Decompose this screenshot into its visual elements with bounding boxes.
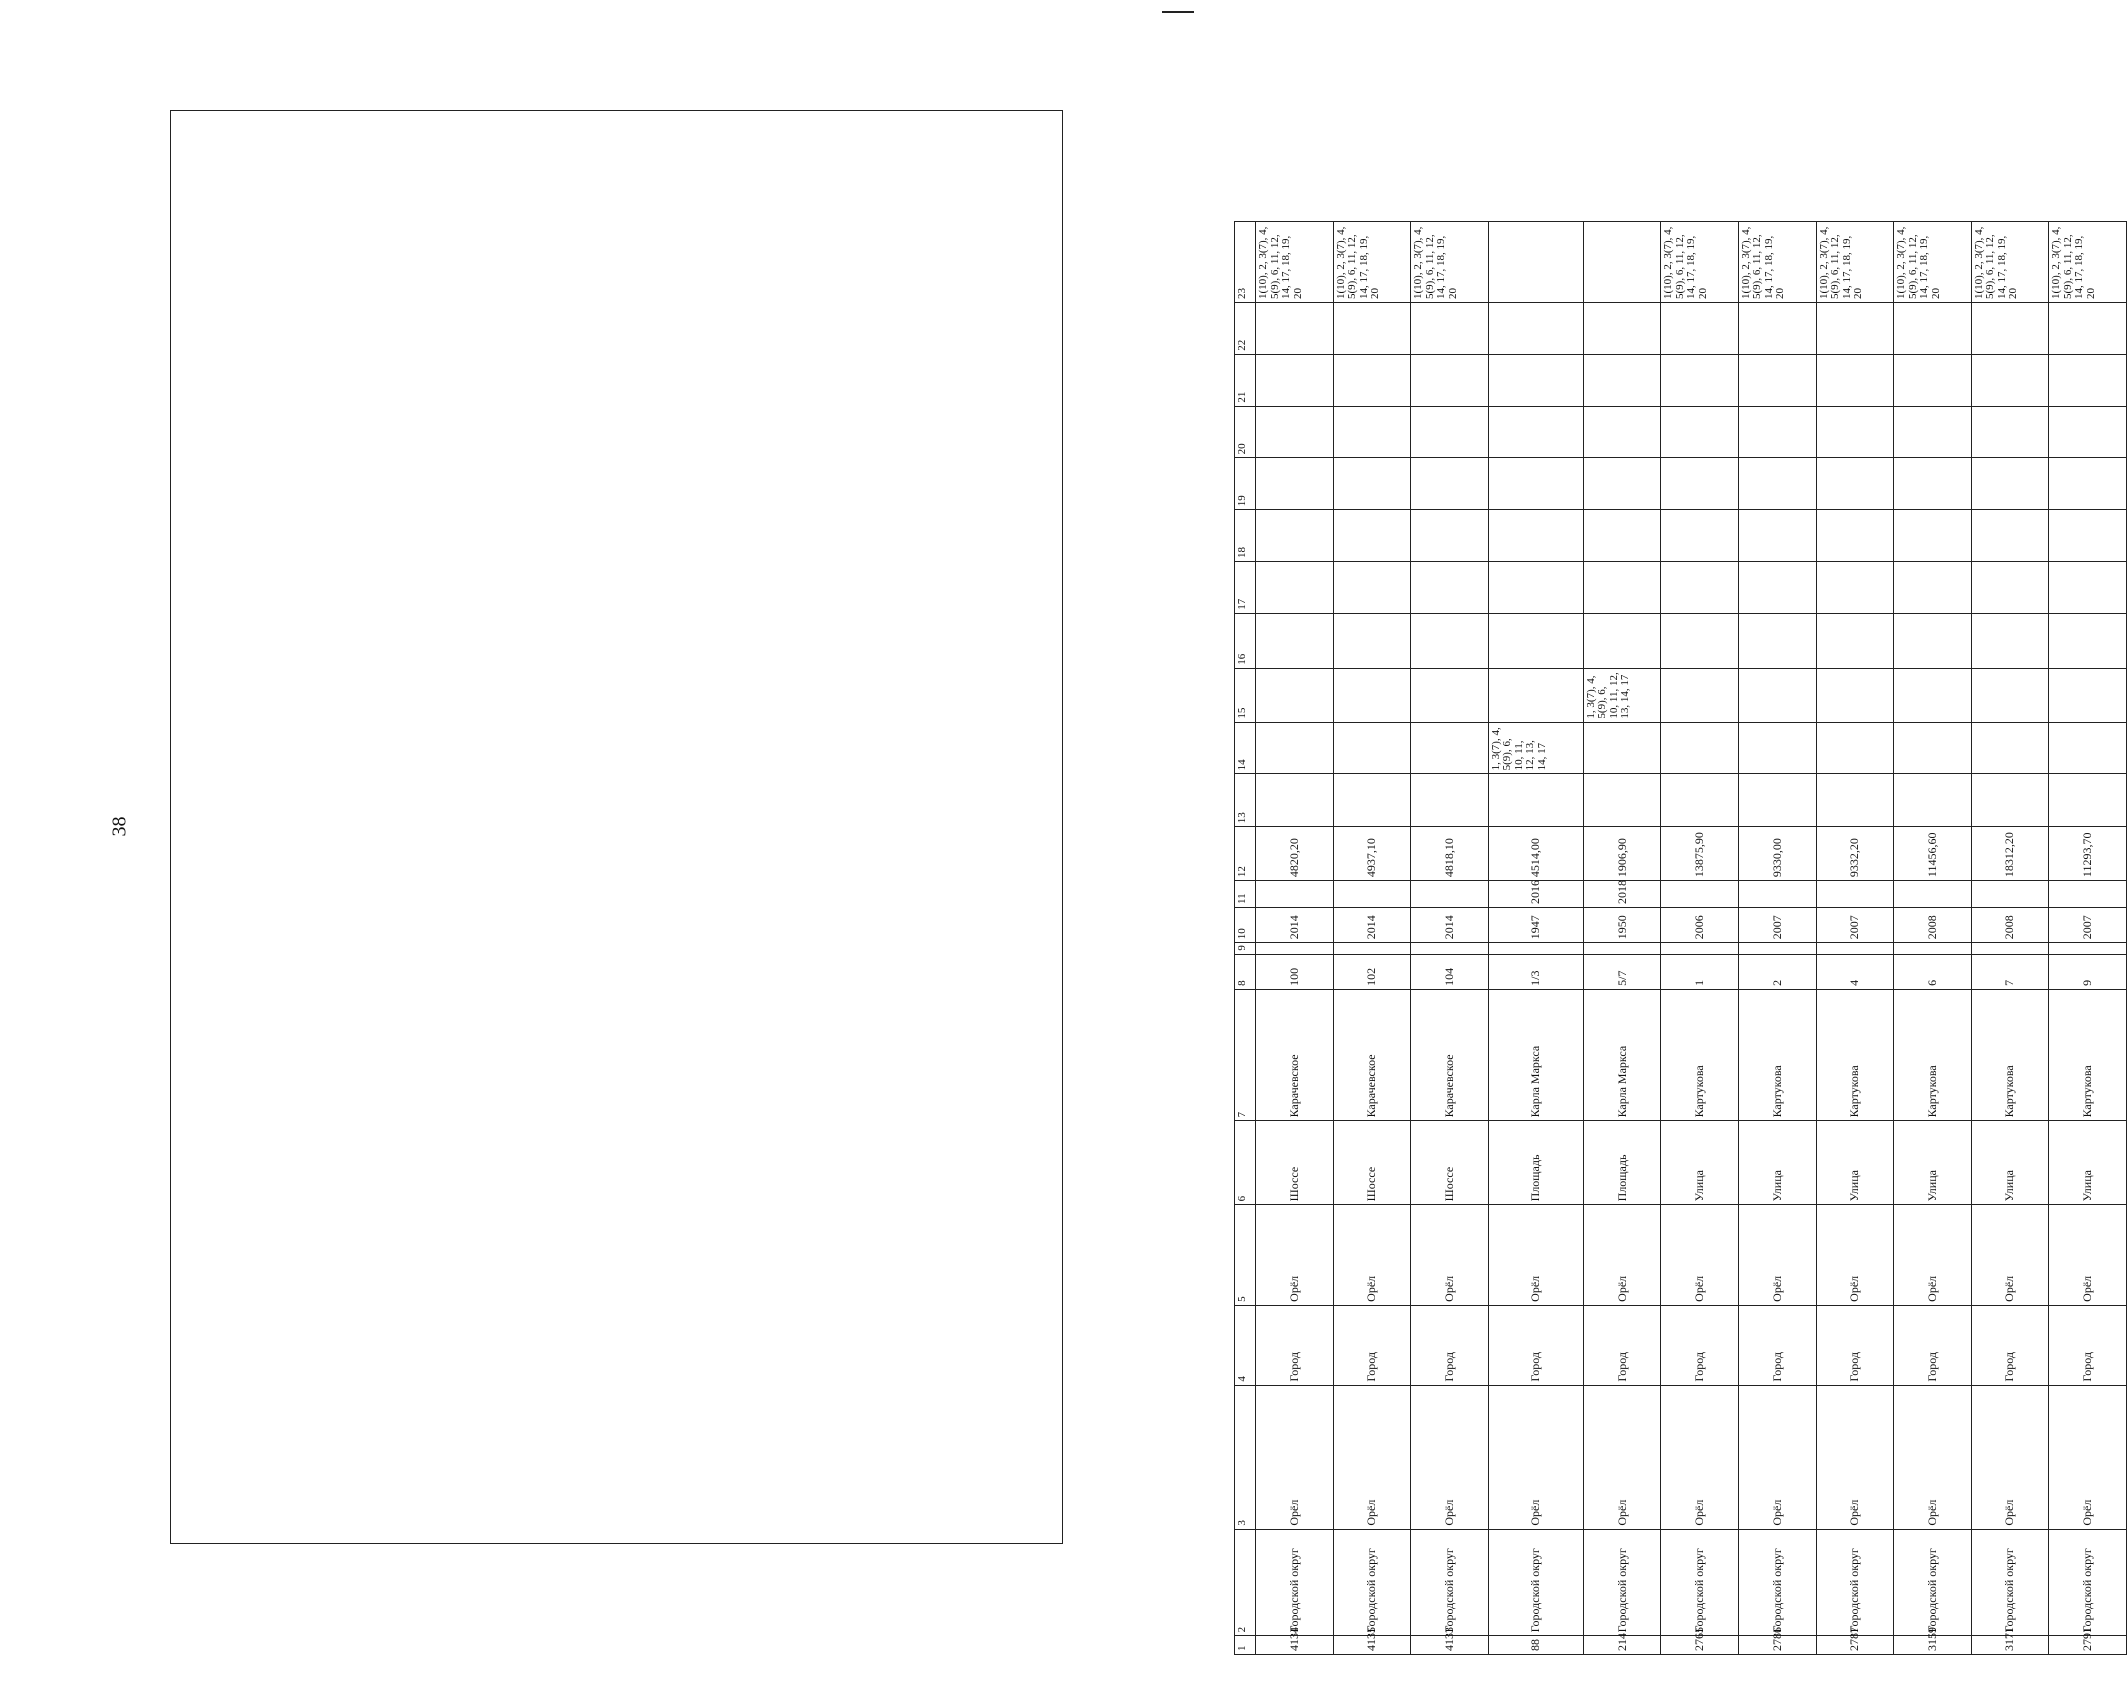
table-cell-col-10: 2014 bbox=[1411, 908, 1489, 943]
table-cell-col-7: Картукова bbox=[1816, 989, 1894, 1121]
column-number-23: 23 bbox=[1235, 222, 1256, 303]
table-cell-col-20 bbox=[1411, 406, 1489, 458]
column-number-3: 3 bbox=[1235, 1385, 1256, 1529]
table-cell-col-7: Карачевское bbox=[1411, 989, 1489, 1121]
table-cell-col-17 bbox=[1333, 561, 1411, 613]
column-number-8: 8 bbox=[1235, 954, 1256, 989]
table-cell-col-15 bbox=[1256, 668, 1334, 722]
table-cell-col-3: Орёл bbox=[1738, 1385, 1816, 1529]
table-cell-col-14 bbox=[1333, 722, 1411, 774]
table-cell-col-11 bbox=[1661, 881, 1739, 908]
table-cell-col-7: Картукова bbox=[2049, 989, 2127, 1121]
table-cell-col-8: 2 bbox=[1738, 954, 1816, 989]
table-cell-col-6: Улица bbox=[1816, 1121, 1894, 1205]
table-cell-col-19 bbox=[1488, 458, 1583, 510]
table-cell-col-8: 1/3 bbox=[1488, 954, 1583, 989]
table-cell-col-18 bbox=[1488, 510, 1583, 562]
table-cell-col-5: Орёл bbox=[1661, 1205, 1739, 1306]
table-cell-col-14 bbox=[1583, 722, 1661, 774]
table-cell-col-23: 1(10), 2, 3(7), 4, 5(9), 6, 11, 12, 14, 17, 18, 19, 20 bbox=[1256, 222, 1334, 303]
table-cell-col-10: 2014 bbox=[1333, 908, 1411, 943]
table-cell-col-22 bbox=[1333, 303, 1411, 355]
table-cell-col-9 bbox=[1894, 943, 1972, 954]
table-cell-col-21 bbox=[1971, 354, 2049, 406]
table-row bbox=[1333, 222, 1411, 1655]
table-cell-col-11 bbox=[1971, 881, 2049, 908]
table-cell-col-11: 2018 bbox=[1583, 881, 1661, 908]
table-cell-col-10: 2006 bbox=[1661, 908, 1739, 943]
table-cell-col-13 bbox=[1583, 774, 1661, 827]
table-cell-col-21 bbox=[1256, 354, 1334, 406]
table-cell-col-19 bbox=[1411, 458, 1489, 510]
table-cell-col-15 bbox=[1971, 668, 2049, 722]
table-cell-col-17 bbox=[2049, 561, 2127, 613]
table-cell-col-4: Город bbox=[1411, 1305, 1489, 1385]
table-cell-col-2: Городской округ bbox=[1333, 1529, 1411, 1636]
table-cell-col-9 bbox=[1333, 943, 1411, 954]
table-cell-col-3: Орёл bbox=[2049, 1385, 2127, 1529]
table-cell-col-23: 1(10), 2, 3(7), 4, 5(9), 6, 11, 12, 14, 17, 18, 19, 20 bbox=[1738, 222, 1816, 303]
table-cell-col-11 bbox=[2049, 881, 2127, 908]
column-number-7: 7 bbox=[1235, 989, 1256, 1121]
table-cell-col-23: 1(10), 2, 3(7), 4, 5(9), 6, 11, 12, 14, 17, 18, 19, 20 bbox=[1894, 222, 1972, 303]
table-cell-col-1: 2765 bbox=[1661, 1636, 1739, 1655]
table-cell-col-13 bbox=[1816, 774, 1894, 827]
table-cell-col-17 bbox=[1583, 561, 1661, 613]
table-cell-col-3: Орёл bbox=[1256, 1385, 1334, 1529]
table-cell-col-1: 2786 bbox=[1738, 1636, 1816, 1655]
table-cell-col-20 bbox=[2049, 406, 2127, 458]
table-cell-col-6: Улица bbox=[2049, 1121, 2127, 1205]
table-cell-col-6: Площадь bbox=[1488, 1121, 1583, 1205]
table-cell-col-12: 4937,10 bbox=[1333, 827, 1411, 881]
table-cell-col-2: Городской округ bbox=[1411, 1529, 1489, 1636]
table-cell-col-9 bbox=[1738, 943, 1816, 954]
table-cell-col-7: Картукова bbox=[1971, 989, 2049, 1121]
table-cell-col-9 bbox=[1411, 943, 1489, 954]
table-cell-col-22 bbox=[1411, 303, 1489, 355]
table-cell-col-7: Картукова bbox=[1894, 989, 1972, 1121]
table-cell-col-13 bbox=[1894, 774, 1972, 827]
table-cell-col-4: Город bbox=[1256, 1305, 1334, 1385]
table-row bbox=[1488, 222, 1583, 1655]
table-cell-col-19 bbox=[1661, 458, 1739, 510]
table-cell-col-11: 2016 bbox=[1488, 881, 1583, 908]
table-cell-col-9 bbox=[2049, 943, 2127, 954]
table-cell-col-6: Шоссе bbox=[1256, 1121, 1334, 1205]
table-cell-col-21 bbox=[2049, 354, 2127, 406]
table-cell-col-3: Орёл bbox=[1661, 1385, 1739, 1529]
table-cell-col-5: Орёл bbox=[1971, 1205, 2049, 1306]
column-number-10: 10 bbox=[1235, 908, 1256, 943]
column-number-12: 12 bbox=[1235, 827, 1256, 881]
table-cell-col-22 bbox=[1738, 303, 1816, 355]
table-cell-col-2: Городской округ bbox=[1816, 1529, 1894, 1636]
table-frame bbox=[170, 110, 2097, 1651]
table-cell-col-5: Орёл bbox=[1411, 1205, 1489, 1306]
column-number-6: 6 bbox=[1235, 1121, 1256, 1205]
table-cell-col-11 bbox=[1738, 881, 1816, 908]
table-row bbox=[1816, 222, 1894, 1655]
table-cell-col-6: Площадь bbox=[1583, 1121, 1661, 1205]
column-number-5: 5 bbox=[1235, 1205, 1256, 1306]
table-cell-col-15 bbox=[1894, 668, 1972, 722]
table-cell-col-5: Орёл bbox=[2049, 1205, 2127, 1306]
table-cell-col-14 bbox=[1661, 722, 1739, 774]
column-number-13: 13 bbox=[1235, 774, 1256, 827]
table-cell-col-17 bbox=[1971, 561, 2049, 613]
table-cell-col-12: 4820,20 bbox=[1256, 827, 1334, 881]
table-cell-col-1: 3159 bbox=[1894, 1636, 1972, 1655]
table-cell-col-15 bbox=[1411, 668, 1489, 722]
table-cell-col-17 bbox=[1816, 561, 1894, 613]
table-cell-col-8: 5/7 bbox=[1583, 954, 1661, 989]
table-cell-col-16 bbox=[1333, 613, 1411, 668]
column-number-14: 14 bbox=[1235, 722, 1256, 774]
table-cell-col-22 bbox=[1971, 303, 2049, 355]
table-cell-col-17 bbox=[1738, 561, 1816, 613]
table-cell-col-23: 1(10), 2, 3(7), 4, 5(9), 6, 11, 12, 14, 17, 18, 19, 20 bbox=[1333, 222, 1411, 303]
table-cell-col-7: Карла Маркса bbox=[1583, 989, 1661, 1121]
table-cell-col-12: 4818,10 bbox=[1411, 827, 1489, 881]
table-cell-col-11 bbox=[1816, 881, 1894, 908]
table-cell-col-18 bbox=[1661, 510, 1739, 562]
column-number-17: 17 bbox=[1235, 561, 1256, 613]
table-cell-col-14 bbox=[1971, 722, 2049, 774]
table-cell-col-18 bbox=[1738, 510, 1816, 562]
table-cell-col-5: Орёл bbox=[1256, 1205, 1334, 1306]
table-cell-col-8: 4 bbox=[1816, 954, 1894, 989]
register-table bbox=[1234, 221, 2127, 1655]
table-cell-col-1: 214 bbox=[1583, 1636, 1661, 1655]
table-cell-col-10: 2007 bbox=[2049, 908, 2127, 943]
table-cell-col-21 bbox=[1488, 354, 1583, 406]
table-cell-col-2: Городской округ bbox=[1661, 1529, 1739, 1636]
table-cell-col-10: 1950 bbox=[1583, 908, 1661, 943]
table-cell-col-5: Орёл bbox=[1488, 1205, 1583, 1306]
table-cell-col-15 bbox=[1816, 668, 1894, 722]
table-cell-col-19 bbox=[1738, 458, 1816, 510]
table-cell-col-6: Шоссе bbox=[1411, 1121, 1489, 1205]
table-cell-col-3: Орёл bbox=[1894, 1385, 1972, 1529]
table-cell-col-23: 1(10), 2, 3(7), 4, 5(9), 6, 11, 12, 14, 17, 18, 19, 20 bbox=[1971, 222, 2049, 303]
table-cell-col-3: Орёл bbox=[1583, 1385, 1661, 1529]
table-cell-col-4: Город bbox=[1333, 1305, 1411, 1385]
table-cell-col-5: Орёл bbox=[1333, 1205, 1411, 1306]
table-cell-col-8: 7 bbox=[1971, 954, 2049, 989]
table-cell-col-20 bbox=[1488, 406, 1583, 458]
table-cell-col-10: 2008 bbox=[1971, 908, 2049, 943]
table-cell-col-15 bbox=[1333, 668, 1411, 722]
table-row bbox=[1256, 222, 1334, 1655]
table-cell-col-23: 1(10), 2, 3(7), 4, 5(9), 6, 11, 12, 14, 17, 18, 19, 20 bbox=[1411, 222, 1489, 303]
table-cell-col-7: Карачевское bbox=[1256, 989, 1334, 1121]
table-cell-col-13 bbox=[1971, 774, 2049, 827]
table-row bbox=[1411, 222, 1489, 1655]
table-cell-col-10: 1947 bbox=[1488, 908, 1583, 943]
table-cell-col-13 bbox=[1411, 774, 1489, 827]
table-cell-col-18 bbox=[1256, 510, 1334, 562]
table-cell-col-15: 1, 3(7), 4, 5(9), 6, 10, 11, 12, 13, 14, 17 bbox=[1583, 668, 1661, 722]
table-cell-col-5: Орёл bbox=[1816, 1205, 1894, 1306]
table-cell-col-9 bbox=[1971, 943, 2049, 954]
table-cell-col-21 bbox=[1738, 354, 1816, 406]
table-cell-col-17 bbox=[1411, 561, 1489, 613]
page-number: 38 bbox=[108, 816, 131, 837]
table-cell-col-2: Городской округ bbox=[1738, 1529, 1816, 1636]
table-cell-col-20 bbox=[1971, 406, 2049, 458]
table-cell-col-19 bbox=[1583, 458, 1661, 510]
table-cell-col-8: 1 bbox=[1661, 954, 1739, 989]
table-cell-col-12: 18312,20 bbox=[1971, 827, 2049, 881]
table-cell-col-1: 4133 bbox=[1411, 1636, 1489, 1655]
table-cell-col-21 bbox=[1894, 354, 1972, 406]
table-cell-col-5: Орёл bbox=[1894, 1205, 1972, 1306]
table-cell-col-16 bbox=[1256, 613, 1334, 668]
table-cell-col-4: Город bbox=[1894, 1305, 1972, 1385]
table-cell-col-23: 1(10), 2, 3(7), 4, 5(9), 6, 11, 12, 14, 17, 18, 19, 20 bbox=[2049, 222, 2127, 303]
table-cell-col-20 bbox=[1816, 406, 1894, 458]
table-cell-col-15 bbox=[1661, 668, 1739, 722]
table-cell-col-20 bbox=[1738, 406, 1816, 458]
table-cell-col-22 bbox=[1256, 303, 1334, 355]
column-number-20: 20 bbox=[1235, 406, 1256, 458]
table-cell-col-4: Город bbox=[1661, 1305, 1739, 1385]
table-cell-col-16 bbox=[1816, 613, 1894, 668]
table-cell-col-20 bbox=[1661, 406, 1739, 458]
table-body bbox=[1256, 222, 2127, 1655]
table-cell-col-16 bbox=[1894, 613, 1972, 668]
table-cell-col-13 bbox=[1738, 774, 1816, 827]
table-cell-col-1: 88 bbox=[1488, 1636, 1583, 1655]
column-number-4: 4 bbox=[1235, 1305, 1256, 1385]
table-cell-col-2: Городской округ bbox=[1971, 1529, 2049, 1636]
table-cell-col-16 bbox=[1971, 613, 2049, 668]
table-cell-col-16 bbox=[2049, 613, 2127, 668]
table-cell-col-6: Улица bbox=[1971, 1121, 2049, 1205]
table-cell-col-12: 4514,00 bbox=[1488, 827, 1583, 881]
table-cell-col-9 bbox=[1661, 943, 1739, 954]
table-cell-col-2: Городской округ bbox=[1256, 1529, 1334, 1636]
corner-mark bbox=[1162, 11, 1194, 13]
column-number-11: 11 bbox=[1235, 881, 1256, 908]
table-cell-col-8: 9 bbox=[2049, 954, 2127, 989]
table-cell-col-18 bbox=[1894, 510, 1972, 562]
column-number-2: 2 bbox=[1235, 1529, 1256, 1636]
table-cell-col-6: Улица bbox=[1738, 1121, 1816, 1205]
table-cell-col-6: Улица bbox=[1661, 1121, 1739, 1205]
table-cell-col-23 bbox=[1488, 222, 1583, 303]
table-cell-col-12: 9332,20 bbox=[1816, 827, 1894, 881]
table-cell-col-15 bbox=[2049, 668, 2127, 722]
table-cell-col-2: Городской округ bbox=[1894, 1529, 1972, 1636]
table-cell-col-1: 2791 bbox=[2049, 1636, 2127, 1655]
table-cell-col-1: 4135 bbox=[1333, 1636, 1411, 1655]
table-cell-col-16 bbox=[1411, 613, 1489, 668]
table-cell-col-20 bbox=[1894, 406, 1972, 458]
column-number-1: 1 bbox=[1235, 1636, 1256, 1655]
table-cell-col-19 bbox=[1333, 458, 1411, 510]
table-cell-col-13 bbox=[1256, 774, 1334, 827]
table-cell-col-18 bbox=[1333, 510, 1411, 562]
table-cell-col-16 bbox=[1661, 613, 1739, 668]
table-cell-col-5: Орёл bbox=[1583, 1205, 1661, 1306]
table-cell-col-21 bbox=[1333, 354, 1411, 406]
table-cell-col-22 bbox=[1488, 303, 1583, 355]
table-cell-col-7: Карачевское bbox=[1333, 989, 1411, 1121]
table-cell-col-16 bbox=[1488, 613, 1583, 668]
table-cell-col-2: Городской округ bbox=[1583, 1529, 1661, 1636]
table-cell-col-10: 2007 bbox=[1738, 908, 1816, 943]
table-cell-col-6: Улица bbox=[1894, 1121, 1972, 1205]
table-cell-col-22 bbox=[1894, 303, 1972, 355]
table-cell-col-19 bbox=[1971, 458, 2049, 510]
table-cell-col-12: 1906,90 bbox=[1583, 827, 1661, 881]
table-cell-col-13 bbox=[2049, 774, 2127, 827]
table-cell-col-22 bbox=[1816, 303, 1894, 355]
table-cell-col-12: 9330,00 bbox=[1738, 827, 1816, 881]
table-cell-col-2: Городской округ bbox=[2049, 1529, 2127, 1636]
table-cell-col-2: Городской округ bbox=[1488, 1529, 1583, 1636]
table-row bbox=[1583, 222, 1661, 1655]
table-cell-col-14 bbox=[2049, 722, 2127, 774]
table-cell-col-4: Город bbox=[1488, 1305, 1583, 1385]
table-cell-col-21 bbox=[1583, 354, 1661, 406]
table-cell-col-1: 3171 bbox=[1971, 1636, 2049, 1655]
table-cell-col-19 bbox=[1894, 458, 1972, 510]
table-cell-col-17 bbox=[1894, 561, 1972, 613]
table-cell-col-5: Орёл bbox=[1738, 1205, 1816, 1306]
table-cell-col-3: Орёл bbox=[1816, 1385, 1894, 1529]
table-cell-col-11 bbox=[1333, 881, 1411, 908]
table-cell-col-11 bbox=[1256, 881, 1334, 908]
table-cell-col-14 bbox=[1411, 722, 1489, 774]
table-cell-col-14 bbox=[1894, 722, 1972, 774]
table-cell-col-9 bbox=[1816, 943, 1894, 954]
table-cell-col-20 bbox=[1333, 406, 1411, 458]
table-cell-col-23 bbox=[1583, 222, 1661, 303]
table-cell-col-18 bbox=[1971, 510, 2049, 562]
column-number-19: 19 bbox=[1235, 458, 1256, 510]
table-cell-col-18 bbox=[1583, 510, 1661, 562]
table-cell-col-3: Орёл bbox=[1411, 1385, 1489, 1529]
table-row bbox=[2049, 222, 2127, 1655]
table-cell-col-1: 2787 bbox=[1816, 1636, 1894, 1655]
table-cell-col-22 bbox=[1661, 303, 1739, 355]
column-number-15: 15 bbox=[1235, 668, 1256, 722]
table-cell-col-19 bbox=[2049, 458, 2127, 510]
table-cell-col-13 bbox=[1661, 774, 1739, 827]
table-cell-col-14 bbox=[1256, 722, 1334, 774]
table-cell-col-10: 2008 bbox=[1894, 908, 1972, 943]
table-cell-col-10: 2007 bbox=[1816, 908, 1894, 943]
table-cell-col-18 bbox=[1816, 510, 1894, 562]
table-cell-col-15 bbox=[1738, 668, 1816, 722]
table-cell-col-8: 100 bbox=[1256, 954, 1334, 989]
table-cell-col-17 bbox=[1661, 561, 1739, 613]
table-cell-col-7: Карла Маркса bbox=[1488, 989, 1583, 1121]
table-cell-col-20 bbox=[1583, 406, 1661, 458]
table-cell-col-11 bbox=[1894, 881, 1972, 908]
table-row bbox=[1661, 222, 1739, 1655]
table-cell-col-17 bbox=[1256, 561, 1334, 613]
table-row bbox=[1738, 222, 1816, 1655]
table-cell-col-14 bbox=[1738, 722, 1816, 774]
table-cell-col-21 bbox=[1661, 354, 1739, 406]
table-cell-col-3: Орёл bbox=[1971, 1385, 2049, 1529]
table-cell-col-1: 4134 bbox=[1256, 1636, 1334, 1655]
table-cell-col-4: Город bbox=[2049, 1305, 2127, 1385]
table-cell-col-17 bbox=[1488, 561, 1583, 613]
table-cell-col-20 bbox=[1256, 406, 1334, 458]
table-cell-col-22 bbox=[2049, 303, 2127, 355]
table-cell-col-12: 11293,70 bbox=[2049, 827, 2127, 881]
table-cell-col-8: 102 bbox=[1333, 954, 1411, 989]
table-cell-col-21 bbox=[1816, 354, 1894, 406]
table-cell-col-9 bbox=[1488, 943, 1583, 954]
table-cell-col-11 bbox=[1411, 881, 1489, 908]
table-cell-col-7: Картукова bbox=[1661, 989, 1739, 1121]
table-cell-col-10: 2014 bbox=[1256, 908, 1334, 943]
table-cell-col-7: Картукова bbox=[1738, 989, 1816, 1121]
table-cell-col-14: 1, 3(7), 4, 5(9), 6, 10, 11, 12, 13, 14, 17 bbox=[1488, 722, 1583, 774]
table-cell-col-4: Город bbox=[1583, 1305, 1661, 1385]
table-cell-col-16 bbox=[1583, 613, 1661, 668]
table-row bbox=[1894, 222, 1972, 1655]
column-number-21: 21 bbox=[1235, 354, 1256, 406]
table-cell-col-12: 13875,90 bbox=[1661, 827, 1739, 881]
table-cell-col-18 bbox=[2049, 510, 2127, 562]
table-cell-col-4: Город bbox=[1816, 1305, 1894, 1385]
table-cell-col-4: Город bbox=[1738, 1305, 1816, 1385]
table-cell-col-3: Орёл bbox=[1488, 1385, 1583, 1529]
table-cell-col-22 bbox=[1583, 303, 1661, 355]
table-cell-col-4: Город bbox=[1971, 1305, 2049, 1385]
table-cell-col-13 bbox=[1488, 774, 1583, 827]
table-cell-col-16 bbox=[1738, 613, 1816, 668]
table-cell-col-9 bbox=[1256, 943, 1334, 954]
table-cell-col-6: Шоссе bbox=[1333, 1121, 1411, 1205]
column-number-9: 9 bbox=[1235, 943, 1256, 954]
table-cell-col-18 bbox=[1411, 510, 1489, 562]
column-number-16: 16 bbox=[1235, 613, 1256, 668]
column-number-18: 18 bbox=[1235, 510, 1256, 562]
table-cell-col-8: 6 bbox=[1894, 954, 1972, 989]
table-cell-col-3: Орёл bbox=[1333, 1385, 1411, 1529]
rotated-table-container bbox=[1234, 221, 2127, 1655]
table-cell-col-12: 11456,60 bbox=[1894, 827, 1972, 881]
table-cell-col-9 bbox=[1583, 943, 1661, 954]
column-number-row bbox=[1235, 222, 1256, 1655]
table-cell-col-8: 104 bbox=[1411, 954, 1489, 989]
table-row bbox=[1971, 222, 2049, 1655]
table-cell-col-23: 1(10), 2, 3(7), 4, 5(9), 6, 11, 12, 14, 17, 18, 19, 20 bbox=[1661, 222, 1739, 303]
table-cell-col-19 bbox=[1256, 458, 1334, 510]
table-cell-col-19 bbox=[1816, 458, 1894, 510]
table-cell-col-21 bbox=[1411, 354, 1489, 406]
table-cell-col-13 bbox=[1333, 774, 1411, 827]
table-cell-col-23: 1(10), 2, 3(7), 4, 5(9), 6, 11, 12, 14, 17, 18, 19, 20 bbox=[1816, 222, 1894, 303]
column-number-22: 22 bbox=[1235, 303, 1256, 355]
table-cell-col-15 bbox=[1488, 668, 1583, 722]
table-cell-col-14 bbox=[1816, 722, 1894, 774]
